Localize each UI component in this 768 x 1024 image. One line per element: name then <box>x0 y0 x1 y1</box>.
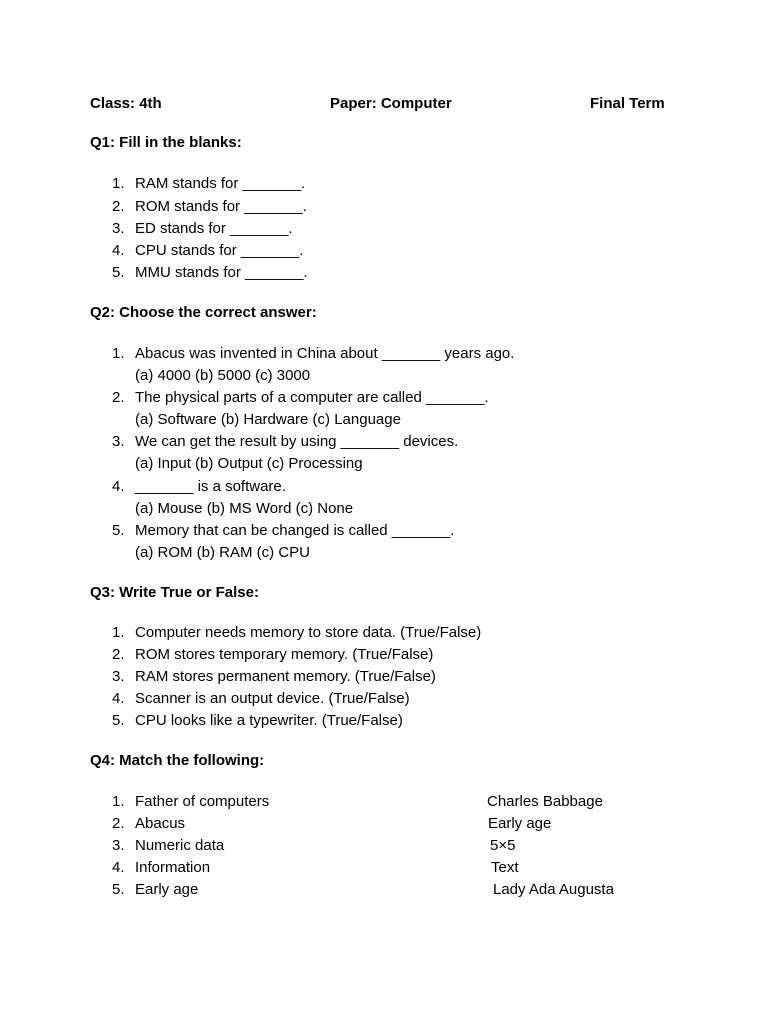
item-text: We can get the result by using _______ devices. <box>135 433 459 450</box>
item-text: ROM stands for _______. <box>135 198 307 215</box>
item-number: 1. <box>112 175 125 192</box>
q1-item <box>112 173 305 195</box>
q4-item <box>112 857 210 879</box>
item-number: 3. <box>112 668 125 685</box>
item-number: 3. <box>112 837 125 854</box>
item-number: 2. <box>112 198 125 215</box>
item-text: ROM stores temporary memory. (True/False) <box>135 646 434 663</box>
q3-item <box>112 622 481 644</box>
item-number: 2. <box>112 815 125 832</box>
match-left-text: Father of computers <box>135 793 270 810</box>
item-text: The physical parts of a computer are called _______. <box>135 389 489 406</box>
item-text: Computer needs memory to store data. (True/False) <box>135 624 482 641</box>
item-text: CPU looks like a typewriter. (True/False) <box>135 712 403 729</box>
item-text: _______ is a software. <box>135 478 286 495</box>
item-text: Memory that can be changed is called _______. <box>135 522 455 539</box>
item-number: 4. <box>112 859 125 876</box>
item-text: CPU stands for _______. <box>135 242 304 259</box>
item-number: 5. <box>112 522 125 539</box>
match-right-text: 5×5 <box>490 837 516 854</box>
q2-item <box>112 343 514 387</box>
paper-header <box>90 95 690 117</box>
match-right-text: Charles Babbage <box>487 793 603 810</box>
item-text: ED stands for _______. <box>135 220 293 237</box>
q4-item <box>112 791 269 813</box>
paper-label: Paper: Computer <box>330 95 452 112</box>
match-right-text: Early age <box>488 815 552 832</box>
item-options: (a) 4000 (b) 5000 (c) 3000 <box>135 367 311 384</box>
q1-item <box>112 218 293 240</box>
item-text: Abacus was invented in China about _______ years ago. <box>135 345 515 362</box>
q1-heading: Q1: Fill in the blanks: <box>90 134 242 151</box>
item-number: 2. <box>112 646 125 663</box>
item-text: RAM stores permanent memory. (True/False) <box>135 668 436 685</box>
item-number: 1. <box>112 793 125 810</box>
q4-item <box>112 879 198 901</box>
q3-item <box>112 666 436 688</box>
item-number: 5. <box>112 264 125 281</box>
item-number: 5. <box>112 881 125 898</box>
q3-item <box>112 644 433 666</box>
item-options: (a) Mouse (b) MS Word (c) None <box>135 500 354 517</box>
q2-item <box>112 387 489 431</box>
item-options: (a) Input (b) Output (c) Processing <box>135 455 363 472</box>
item-number: 4. <box>112 242 125 259</box>
q3-item <box>112 688 410 710</box>
item-number: 4. <box>112 478 125 495</box>
item-text: RAM stands for _______. <box>135 175 306 192</box>
q1-item <box>112 196 307 218</box>
q1-item <box>112 262 308 284</box>
match-left-text: Numeric data <box>135 837 225 854</box>
item-number: 2. <box>112 389 125 406</box>
q2-item <box>112 431 458 475</box>
match-left-text: Early age <box>135 881 199 898</box>
q3-item <box>112 710 403 732</box>
item-number: 3. <box>112 220 125 237</box>
item-number: 1. <box>112 624 125 641</box>
item-number: 1. <box>112 345 125 362</box>
item-text: MMU stands for _______. <box>135 264 308 281</box>
q2-item <box>112 520 454 564</box>
q3-heading: Q3: Write True or False: <box>90 584 259 601</box>
item-number: 5. <box>112 712 125 729</box>
q2-heading: Q2: Choose the correct answer: <box>90 304 317 321</box>
item-options: (a) Software (b) Hardware (c) Language <box>135 411 401 428</box>
q4-item <box>112 813 185 835</box>
match-left-text: Information <box>135 859 211 876</box>
term-label: Final Term <box>590 95 665 112</box>
match-right-text: Lady Ada Augusta <box>493 881 614 898</box>
q4-heading: Q4: Match the following: <box>90 752 265 769</box>
q1-item <box>112 240 303 262</box>
item-number: 4. <box>112 690 125 707</box>
match-right-text: Text <box>491 859 519 876</box>
class-label: Class: 4th <box>90 95 162 112</box>
q2-item <box>112 476 353 520</box>
match-left-text: Abacus <box>135 815 186 832</box>
item-number: 3. <box>112 433 125 450</box>
item-text: Scanner is an output device. (True/False) <box>135 690 410 707</box>
q4-item <box>112 835 224 857</box>
item-options: (a) ROM (b) RAM (c) CPU <box>135 544 310 561</box>
